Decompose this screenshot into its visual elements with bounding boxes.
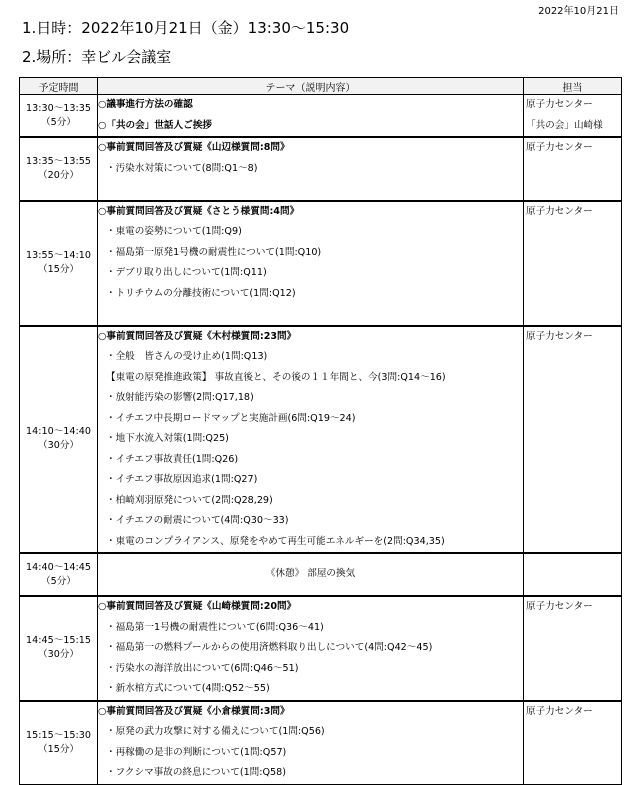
topic-item: ・東電のコンプライアンス、原発をやめて再生可能エネルギーを(2問:Q34,35)	[106, 535, 445, 547]
topic-item: ・デブリ取り出しについて(1問:Q11)	[106, 267, 267, 278]
time-duration: （30分）	[38, 649, 79, 661]
column-header-person: 担当	[524, 78, 622, 95]
topic-heading: ○事前質問回答及び質疑《山辺様質問:8問》	[98, 142, 290, 153]
time-range: 13:35～13:55	[26, 155, 91, 167]
time-duration: （15分）	[38, 743, 79, 755]
person-name: 原子力センター	[526, 330, 593, 342]
person-cell	[524, 701, 622, 785]
time-range: 13:30～13:35	[26, 102, 91, 114]
topic-item: ・全般 皆さんの受け止め(1問:Q13)	[106, 351, 268, 362]
topic-item: ・福島第一原発1号機の耐震性について(1問:Q10)	[106, 246, 322, 258]
table-row	[20, 326, 622, 554]
theme-cell	[98, 201, 524, 326]
agenda-header-row	[20, 78, 622, 95]
topic-item: ・汚染水対策について(8問:Q1～8)	[106, 162, 258, 174]
spacer-line	[98, 179, 523, 200]
theme-cell	[98, 701, 524, 785]
person-name: 原子力センター	[526, 705, 593, 717]
person-name: 原子力センター	[526, 99, 593, 110]
time-duration: （15分）	[38, 264, 79, 275]
time-range: 14:45～15:15	[26, 635, 91, 647]
topic-item: ・イチエフ事故責任(1問:Q26)	[106, 453, 239, 465]
topic-item: ・福島第一1号機の耐震性について(6問:Q36～41)	[106, 621, 324, 633]
agenda-body	[20, 95, 622, 785]
theme-cell	[98, 596, 524, 701]
table-row	[20, 596, 622, 701]
table-row	[20, 701, 622, 785]
time-range: 14:10～14:40	[26, 426, 91, 438]
time-range: 14:40～14:45	[26, 561, 91, 573]
person-cell	[524, 596, 622, 701]
time-range: 15:15～15:30	[26, 729, 91, 741]
time-cell	[20, 701, 98, 785]
topic-item: ・再稼働の是非の判断について(1問:Q57)	[106, 746, 287, 758]
topic-item: ・福島第一の燃料プールからの使用済燃料取り出しについて(4問:Q42～45)	[106, 642, 433, 653]
topic-item: ・フクシマ事故の終息について(1問:Q58)	[106, 767, 287, 778]
topic-heading: ○事前質問回答及び質疑《山崎様質問:20問》	[98, 601, 297, 612]
column-header-theme: テーマ（説明内容）	[98, 78, 524, 95]
topic-heading: ○事前質問回答及び質疑《小倉様質問:3問》	[98, 705, 290, 717]
topic-item: ・イチエフ中長期ロードマップと実施計画(6問:Q19～24)	[106, 412, 356, 424]
time-cell	[20, 596, 98, 701]
theme-cell	[98, 137, 524, 201]
time-cell	[20, 201, 98, 326]
theme-cell	[98, 95, 524, 138]
time-cell	[20, 326, 98, 554]
break-cell	[98, 553, 524, 596]
person-cell	[524, 553, 622, 596]
topic-item: ・柏崎刈羽原発について(2問:Q28,29)	[106, 494, 273, 506]
spacer-line	[98, 304, 523, 325]
person-name: 原子力センター	[526, 142, 593, 153]
topic-item: ・汚染水の海洋放出について(6問:Q46～51)	[106, 662, 299, 674]
topic-heading: ○事前質問回答及び質疑《木村様質問:23問》	[98, 330, 297, 342]
topic-item: ・地下水流入対策(1問:Q25)	[106, 433, 229, 444]
topic-item: ・トリチウムの分離技術について(1問:Q12)	[106, 287, 296, 299]
time-cell	[20, 553, 98, 596]
topic-item: 【東電の原発推進政策】 事故直後と、その後の１１年間と、今(3問:Q14～16)	[106, 371, 446, 383]
break-text: 《休憩》 部屋の換気	[265, 568, 356, 580]
topic-item: ・東電の姿勢について(1問:Q9)	[106, 226, 242, 237]
topic-item: ・イチエフの耐震について(4問:Q30～33)	[106, 515, 289, 526]
time-range: 13:55～14:10	[26, 250, 91, 261]
datetime-heading: 1.日時：2022年10月21日（金）13:30～15:30	[22, 19, 350, 37]
time-cell	[20, 137, 98, 201]
column-header-time: 予定時間	[20, 78, 98, 95]
topic-heading: ○議事進行方法の確認	[98, 99, 193, 110]
table-row	[20, 137, 622, 201]
time-duration: （20分）	[38, 169, 79, 181]
topic-item: ・新水棺方式について(4問:Q52～55)	[106, 683, 270, 694]
theme-cell	[98, 326, 524, 554]
table-row	[20, 553, 622, 596]
table-row	[20, 95, 622, 138]
time-duration: （30分）	[38, 440, 79, 452]
time-duration: （5分）	[41, 116, 76, 128]
table-row	[20, 201, 622, 326]
location-heading: 2.場所：幸ビル会議室	[22, 48, 172, 66]
person-cell	[524, 201, 622, 326]
time-cell	[20, 95, 98, 138]
topic-heading: ○事前質問回答及び質疑《さとう様質問:4問》	[98, 205, 300, 217]
topic-item: ・イチエフ事故原因追求(1問:Q27)	[106, 474, 258, 485]
document-date: 2022年10月21日	[538, 6, 619, 17]
person-name: 原子力センター	[526, 205, 593, 217]
person-name: 原子力センター	[526, 601, 593, 612]
person-cell	[524, 137, 622, 201]
person-cell	[524, 326, 622, 554]
person-name: 「共の会」山崎様	[526, 119, 603, 131]
agenda-table	[19, 77, 622, 785]
topic-heading: ○「共の会」世話人ご挨拶	[98, 119, 212, 131]
topic-item: ・放射能汚染の影響(2問:Q17,18)	[106, 392, 254, 403]
person-cell	[524, 95, 622, 138]
time-duration: （5分）	[41, 575, 76, 587]
topic-item: ・原発の武力攻撃に対する備えについて(1問:Q56)	[106, 726, 325, 737]
